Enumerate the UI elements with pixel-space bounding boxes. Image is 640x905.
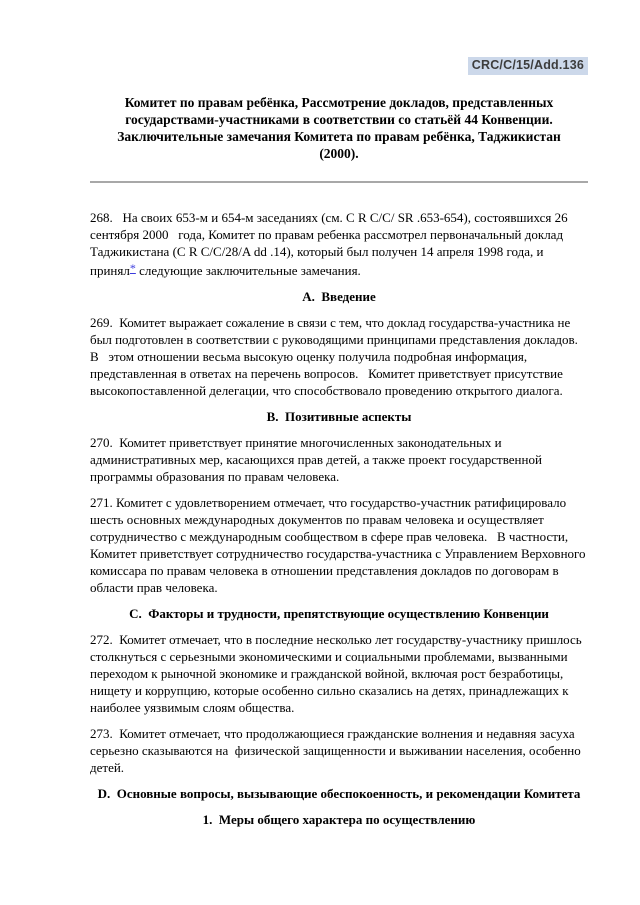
document-title-line: Заключительные замечания Комитета по правам ребёнка, Таджикистан [117,129,561,144]
paragraph-269: 269. Комитет выражает сожаление в связи с тем, что доклад государства-участника не был подготовлен в соответствии с руководящими принципами представления докладов. В этом отношении весьма высокую оценку получила подробная информация, представленная в ответах на перечень вопросов. Комитет приветствует присутствие высокопоставленной делегации, что способствовало проведению открытого диалога. [90,315,582,398]
paragraph-270: 270. Комитет приветствует принятие многочисленных законодательных и административных мер, касающихся прав детей, а также проект государственной программы образования по правам человека. [90,435,546,484]
paragraph-272: 272. Комитет отмечает, что в последние несколько лет государству-участнику пришлось столкнуться с серьезными экономическими и социальными проблемами, вызванными переходом к рыночной экономике и гражданской войной, включая рост безработицы, нищету и коррупцию, которые особенно сильно сказались на детях, принадлежащих к наиболее уязвимым слоям общества. [90,632,585,715]
paragraph-268-text-after: следующие заключительные замечания. [135,263,361,278]
paragraph-271: 271. Комитет с удовлетворением отмечает, что государство-участник ратифицировало шесть основных международных документов по правам человека и осуществляет сотрудничество с международным сообществом в сфере прав человека. В частности, Комитет приветствует сотрудничество государства-участника с Управлением Верховного комиссара по правам человека в отношении представления докладов по договорам в области прав человека. [90,495,589,595]
paragraph-268 [90,209,588,279]
document-symbol-badge: CRC/C/15/Add.136 [468,57,588,75]
document-title [90,94,588,162]
document-symbol-row [90,56,588,75]
document-title-line: Комитет по правам ребёнка, Рассмотрение докладов, представленных [124,95,554,110]
document-title-line: (2000). [319,146,359,161]
footnote-asterisk-link[interactable]: * [129,261,136,275]
horizontal-divider [90,181,588,183]
document-title-line: государствами-участниками в соответствии со статьёй 44 Конвенции. [125,112,553,127]
subsection-heading-1-general-measures: 1. Меры общего характера по осуществлению [202,812,476,827]
section-heading-c-factors-difficulties: С. Факторы и трудности, препятствующие осуществлению Конвенции [129,606,549,621]
section-heading-d-principal-concerns: D. Основные вопросы, вызывающие обеспокоенность, и рекомендации Комитета [97,786,581,801]
section-heading-a-introduction: А. Введение [302,289,376,304]
paragraph-273: 273. Комитет отмечает, что продолжающиеся гражданские волнения и недавняя засуха серьезно сказываются на физической защищенности и выживании населения, особенно детей. [90,726,584,775]
paragraph-268-text: 268. На своих 653-м и 654-м заседаниях (см. C R C/C/ SR .653-654), состоявшихся 26 сентября 2000 года, Комитет по правам ребенка рассмотрел первоначальный доклад Таджикистана (C R C/C/28/A dd .14), который был получен 14 апреля 1998 года, и принял [90,210,571,278]
section-heading-b-positive-aspects: В. Позитивные аспекты [266,409,412,424]
